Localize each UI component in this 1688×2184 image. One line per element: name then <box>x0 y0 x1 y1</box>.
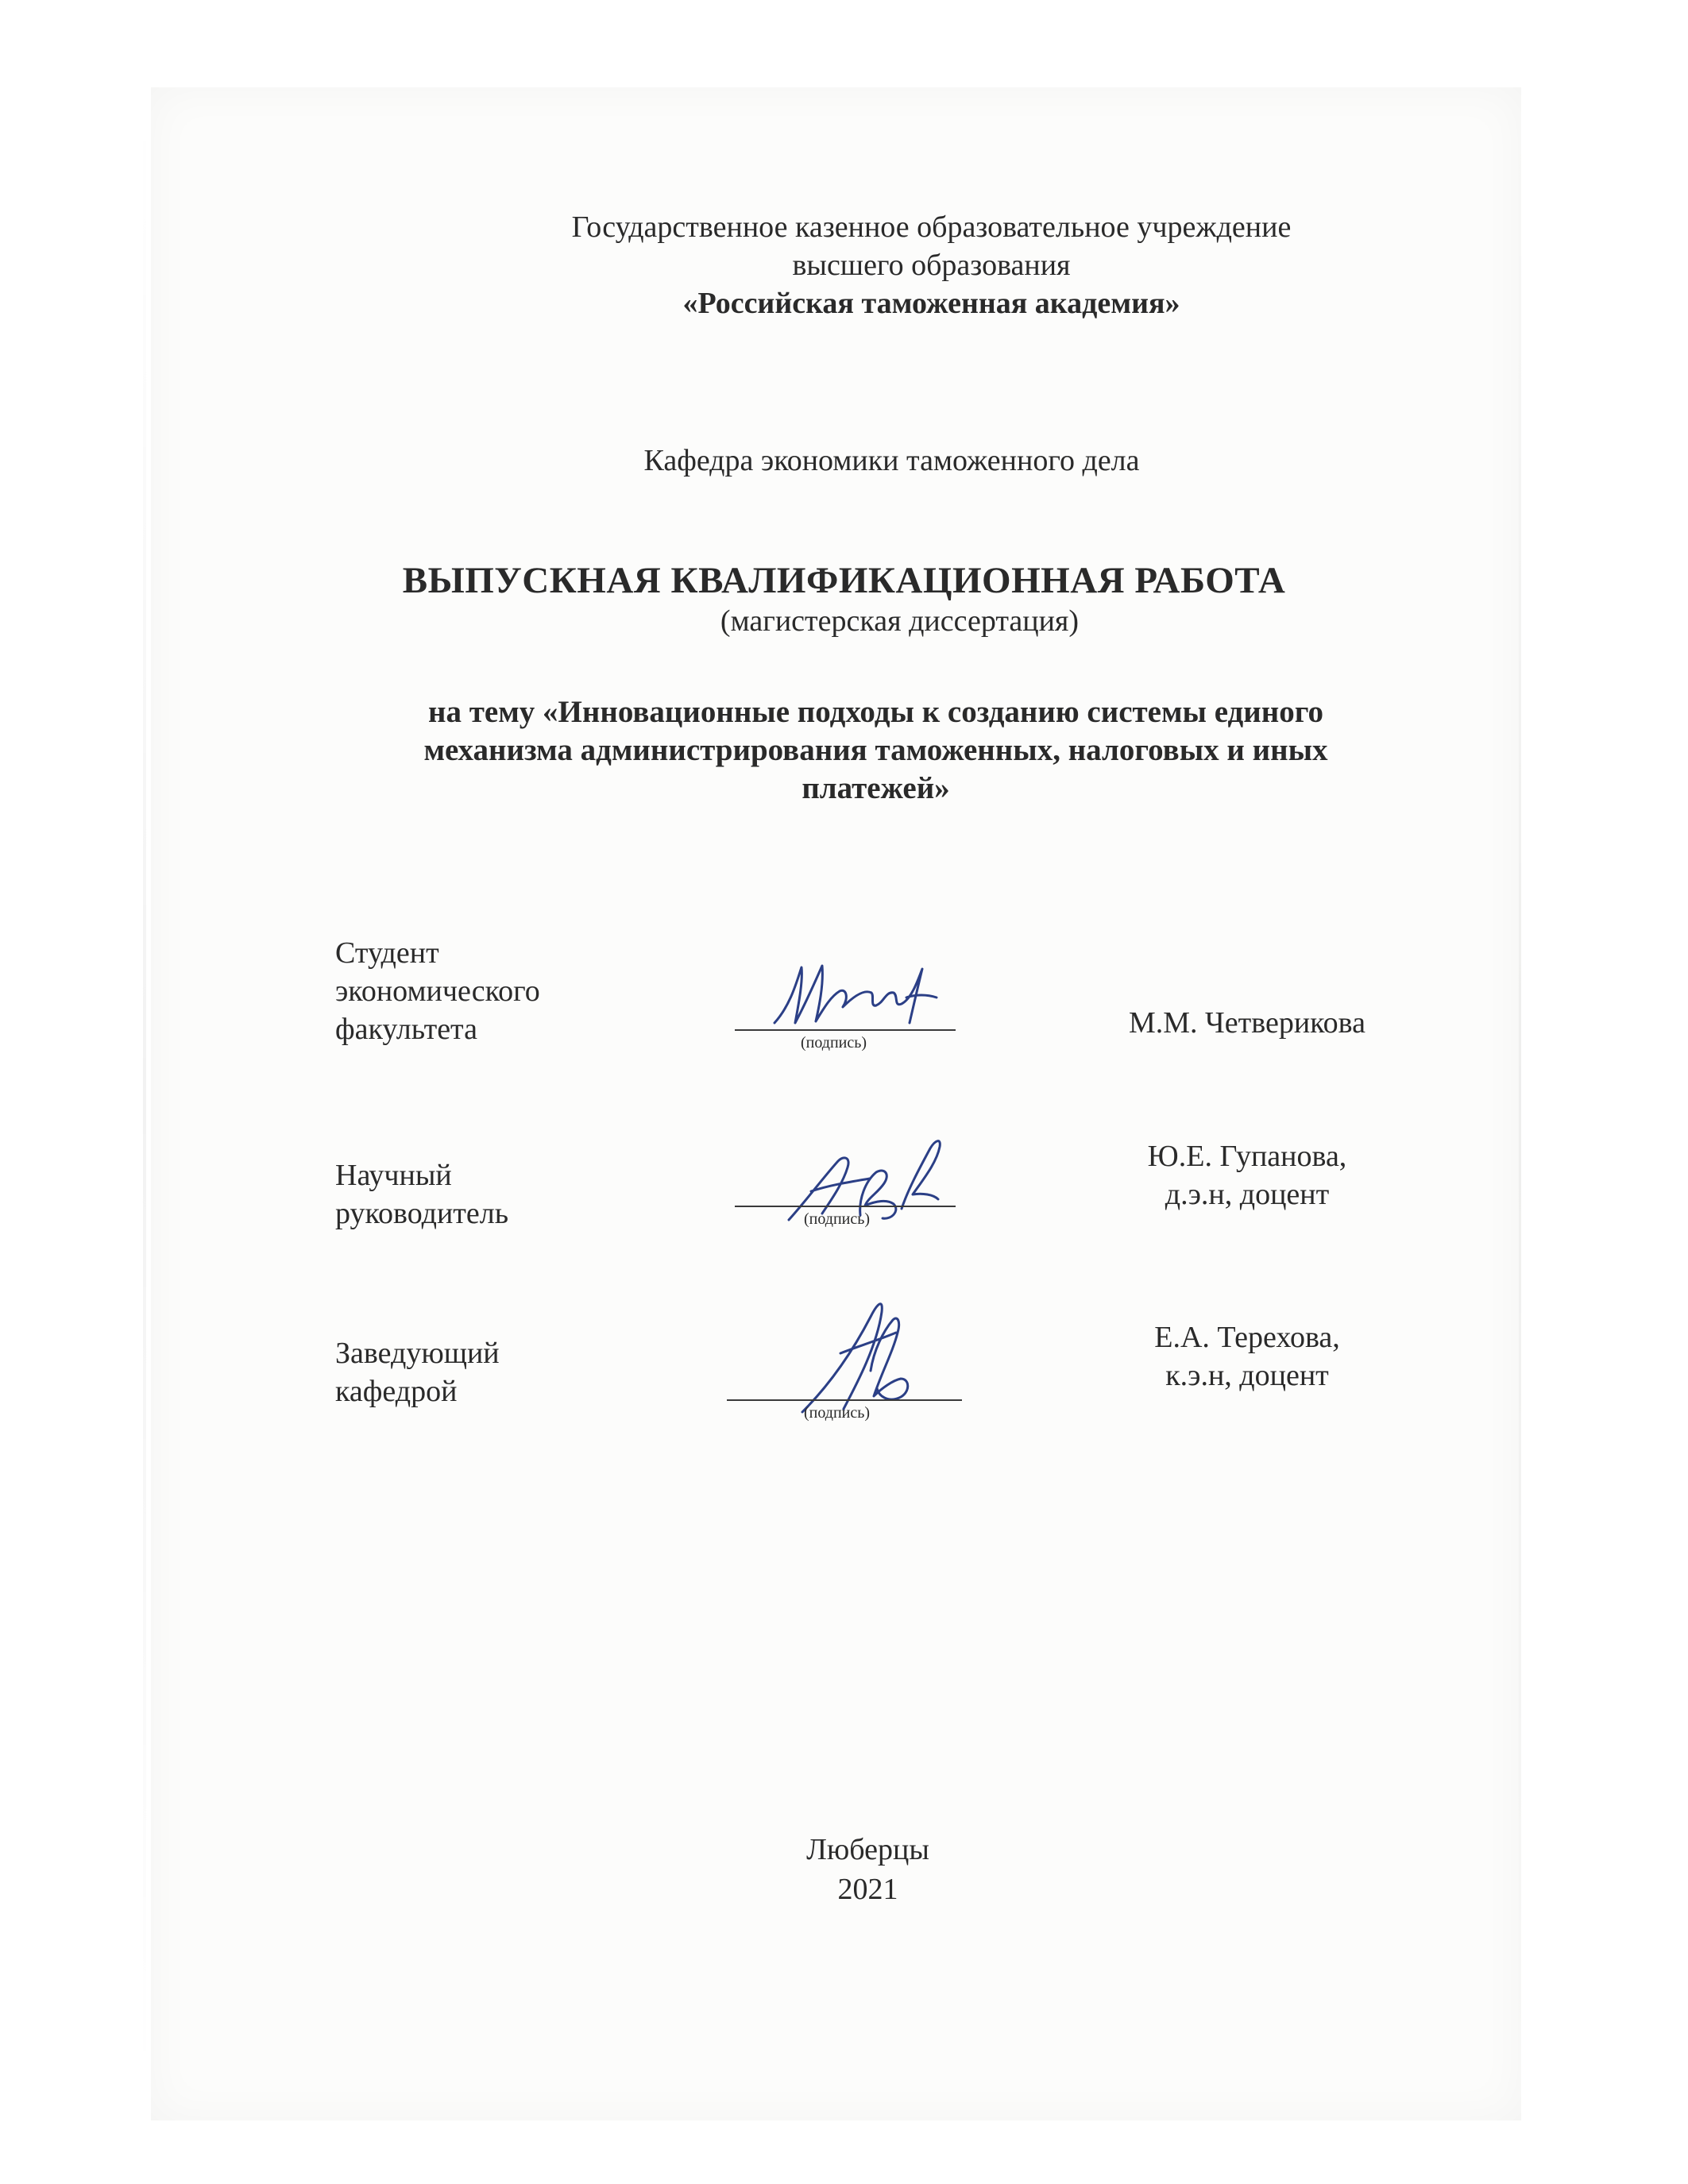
signature-line <box>735 1029 956 1031</box>
name-line: Ю.Е. Гупанова, <box>1147 1140 1347 1173</box>
head-of-department-role <box>335 1334 500 1410</box>
signature-line <box>727 1399 962 1401</box>
supervisor-role <box>335 1156 508 1233</box>
role-line: Студент <box>335 936 439 970</box>
institution-header <box>87 208 1688 322</box>
thesis-topic <box>32 693 1688 808</box>
city: Люберцы <box>806 1833 929 1866</box>
signature-line <box>735 1206 956 1207</box>
page-edge-left <box>143 103 146 2089</box>
student-role <box>335 934 540 1048</box>
work-subtitle: (магистерская диссертация) <box>720 604 1080 638</box>
department-name: Кафедра экономики таможенного дела <box>643 444 1140 477</box>
role-line: экономического <box>335 974 540 1008</box>
signature-caption: (подпись) <box>801 1034 867 1051</box>
institution-line-2: высшего образования <box>792 249 1071 282</box>
role-line: факультета <box>335 1013 477 1046</box>
institution-name: «Российская таможенная академия» <box>682 287 1180 320</box>
place-and-year <box>24 1830 1688 1909</box>
role-line: Заведующий <box>335 1337 500 1370</box>
role-line: кафедрой <box>335 1375 458 1408</box>
topic-line-3: платежей» <box>802 771 950 805</box>
document-page <box>151 87 1521 2120</box>
work-title: ВЫПУСКНАЯ КВАЛИФИКАЦИОННАЯ РАБОТА <box>402 560 1286 601</box>
name-line: Е.А. Терехова, <box>1154 1321 1340 1354</box>
page-edge-right <box>1519 103 1521 2073</box>
year: 2021 <box>837 1873 898 1906</box>
signature-caption: (подпись) <box>804 1404 871 1422</box>
topic-line-1: на тему «Инновационные подходы к созданию системы единого <box>428 695 1323 729</box>
supervisor-name <box>1096 1137 1398 1214</box>
topic-line-2: механизма администрирования таможенных, налоговых и иных <box>423 733 1328 767</box>
institution-line-1: Государственное казенное образовательное учреждение <box>571 210 1292 244</box>
role-line: руководитель <box>335 1197 509 1230</box>
name-line: М.М. Четверикова <box>1128 1006 1365 1040</box>
student-name <box>1104 1004 1390 1042</box>
signature-caption: (подпись) <box>804 1210 871 1228</box>
student-signature <box>767 950 941 1037</box>
name-line: д.э.н, доцент <box>1165 1178 1330 1211</box>
role-line: Научный <box>335 1159 452 1192</box>
name-line: к.э.н, доцент <box>1165 1359 1329 1392</box>
head-of-department-name <box>1096 1318 1398 1395</box>
